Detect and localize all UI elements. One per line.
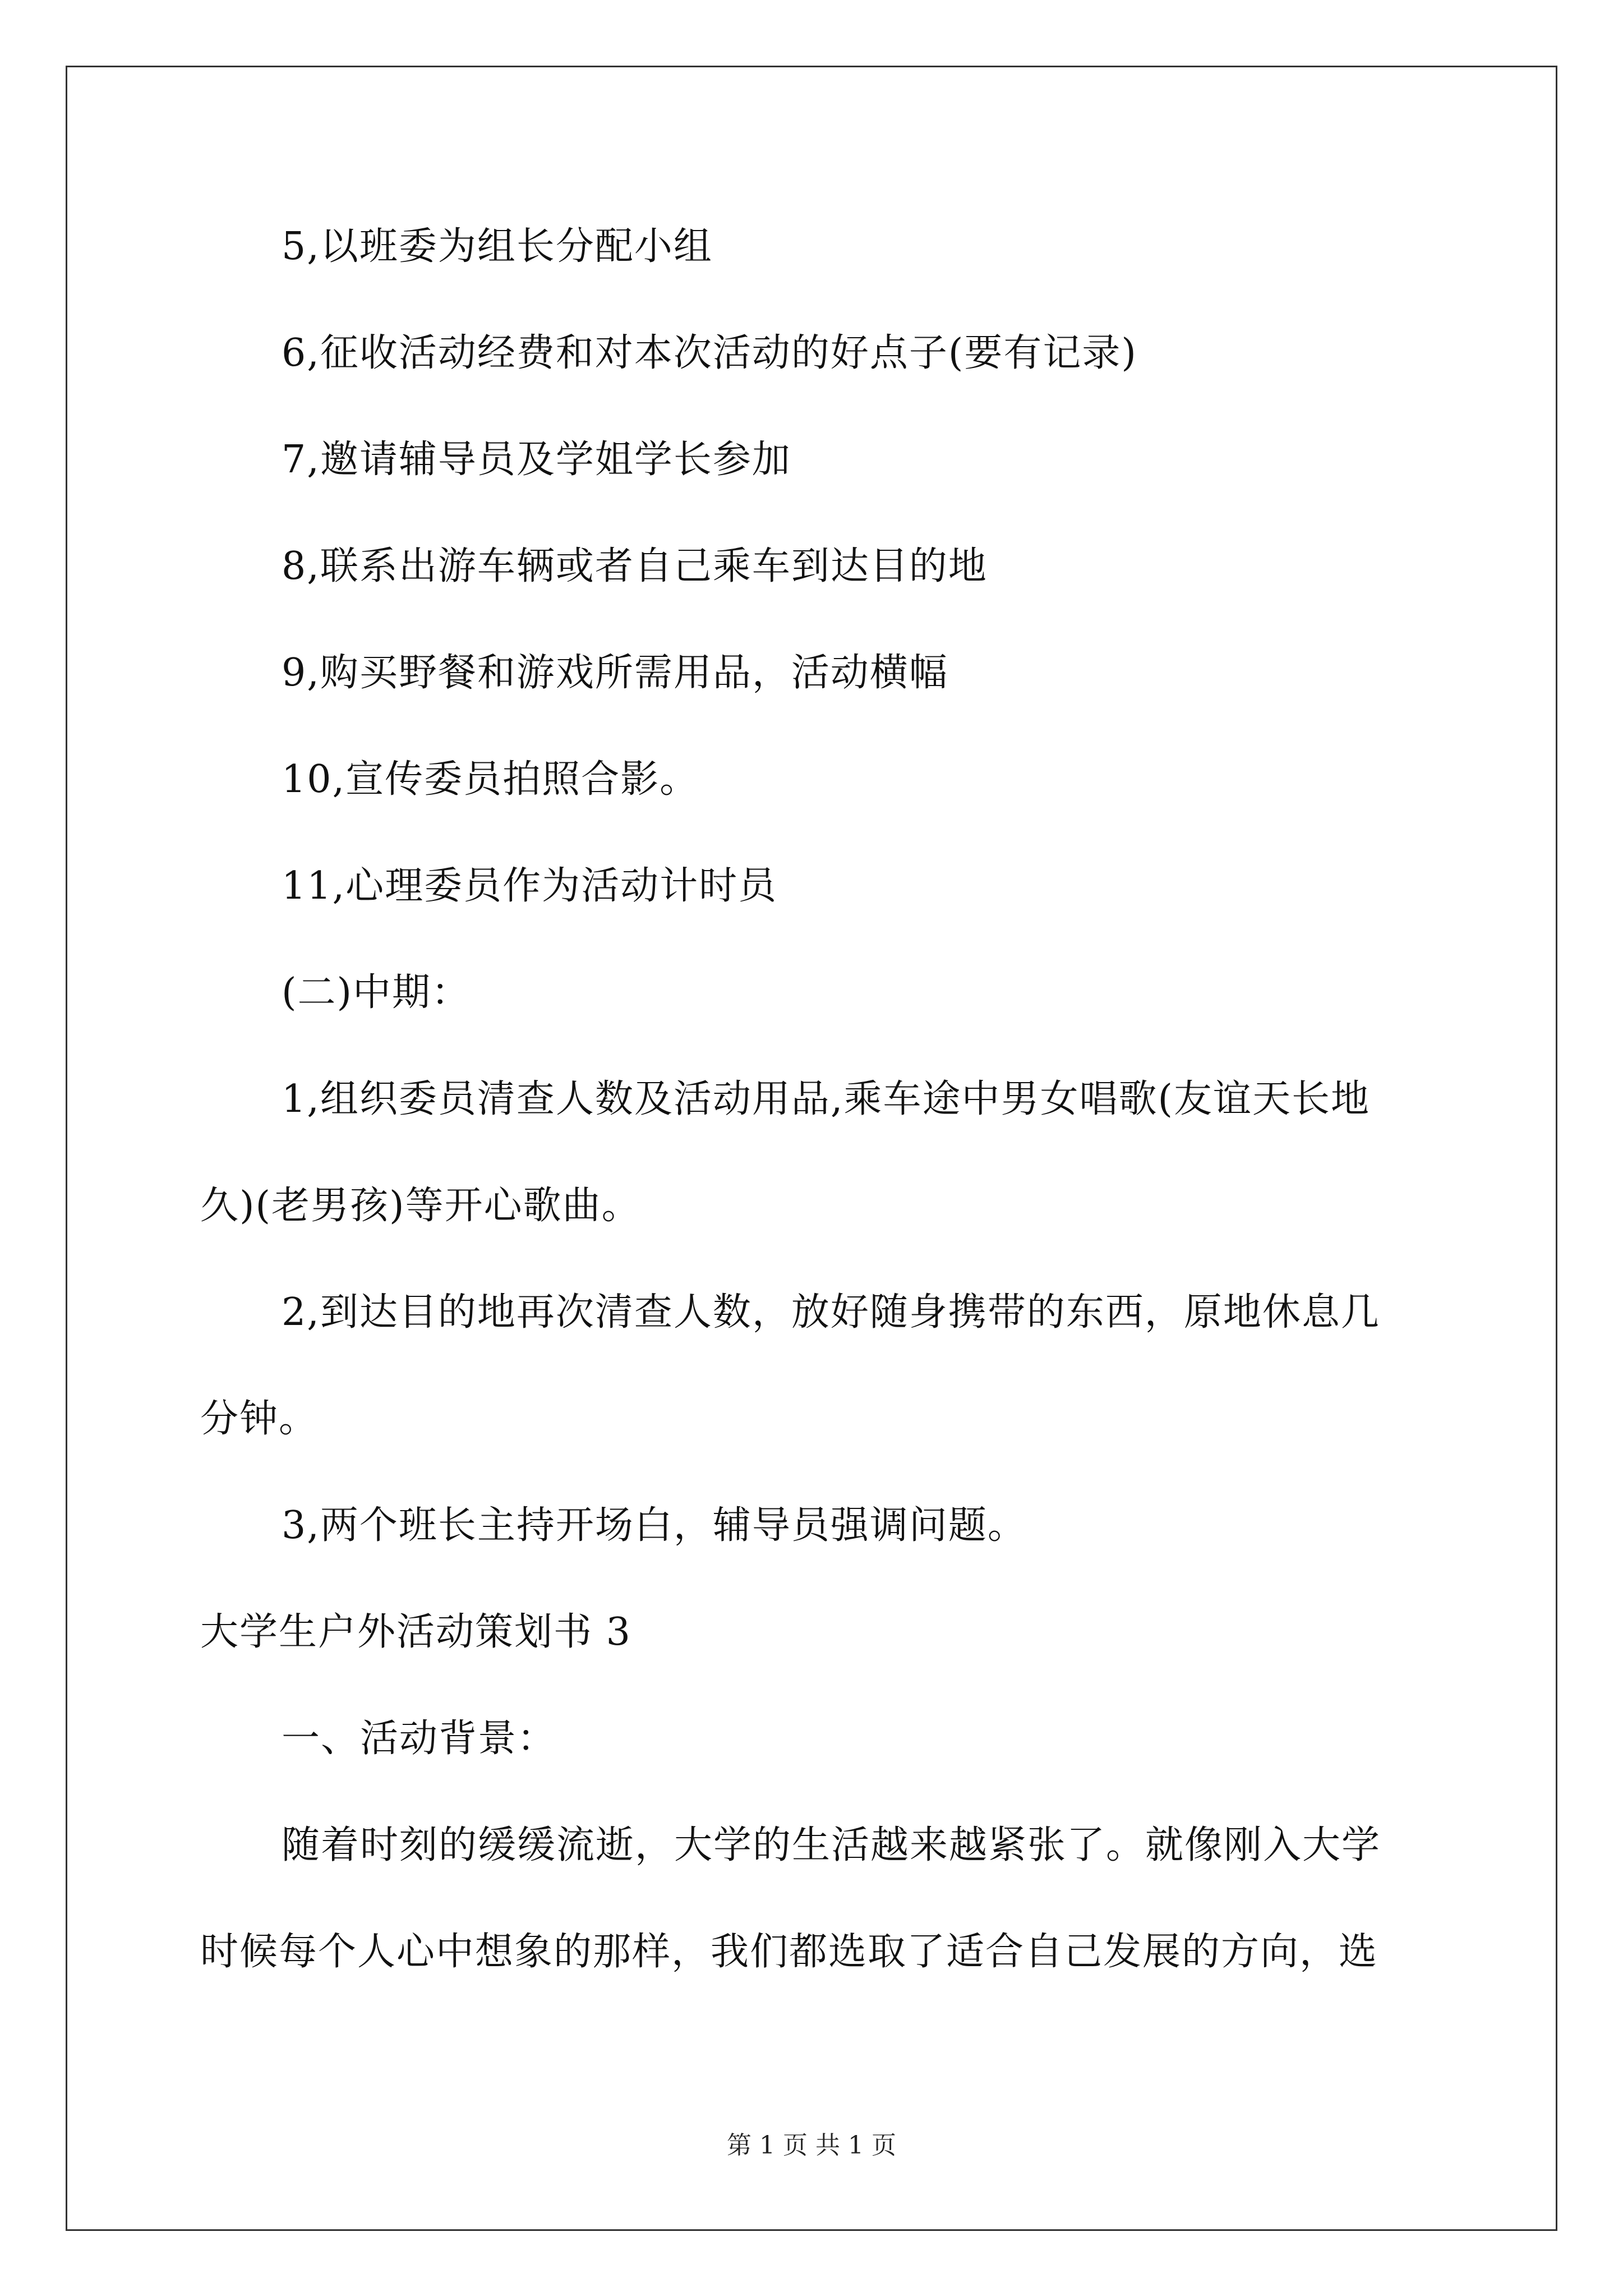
page-border bbox=[66, 66, 1557, 2231]
list-item: 3,两个班长主持开场白，辅导员强调问题。 bbox=[282, 1503, 1027, 1548]
list-item: 8,联系出游车辆或者自己乘车到达目的地 bbox=[282, 544, 988, 588]
paragraph-line: 随着时刻的缓缓流逝，大学的生活越来越紧张了。就像刚入大学 bbox=[282, 1823, 1381, 1867]
paragraph-line: 2,到达目的地再次清查人数，放好随身携带的东西，原地休息几 bbox=[282, 1290, 1380, 1335]
paragraph-line: 1,组织委员清查人数及活动用品,乘车途中男女唱歌(友谊天长地 bbox=[282, 1077, 1371, 1121]
paragraph-line: 久)(老男孩)等开心歌曲。 bbox=[200, 1184, 641, 1228]
paragraph-line: 时候每个人心中想象的那样，我们都选取了适合自己发展的方向，选 bbox=[200, 1930, 1378, 1974]
list-item: 10,宣传委员拍照合影。 bbox=[282, 757, 699, 802]
section-heading: (二)中期： bbox=[282, 970, 471, 1015]
list-item: 11,心理委员作为活动计时员 bbox=[282, 864, 778, 908]
list-item: 9,购买野餐和游戏所需用品，活动横幅 bbox=[282, 651, 948, 695]
list-item: 5,以班委为组长分配小组 bbox=[282, 224, 713, 269]
list-item: 6,征收活动经费和对本次活动的好点子(要有记录) bbox=[282, 331, 1137, 375]
list-item: 7,邀请辅导员及学姐学长参加 bbox=[282, 438, 791, 482]
paragraph-line: 分钟。 bbox=[200, 1397, 319, 1441]
section-title: 大学生户外活动策划书 3 bbox=[200, 1610, 631, 1654]
section-heading: 一、活动背景： bbox=[282, 1717, 557, 1761]
page-footer: 第 1 页 共 1 页 bbox=[727, 2131, 896, 2160]
